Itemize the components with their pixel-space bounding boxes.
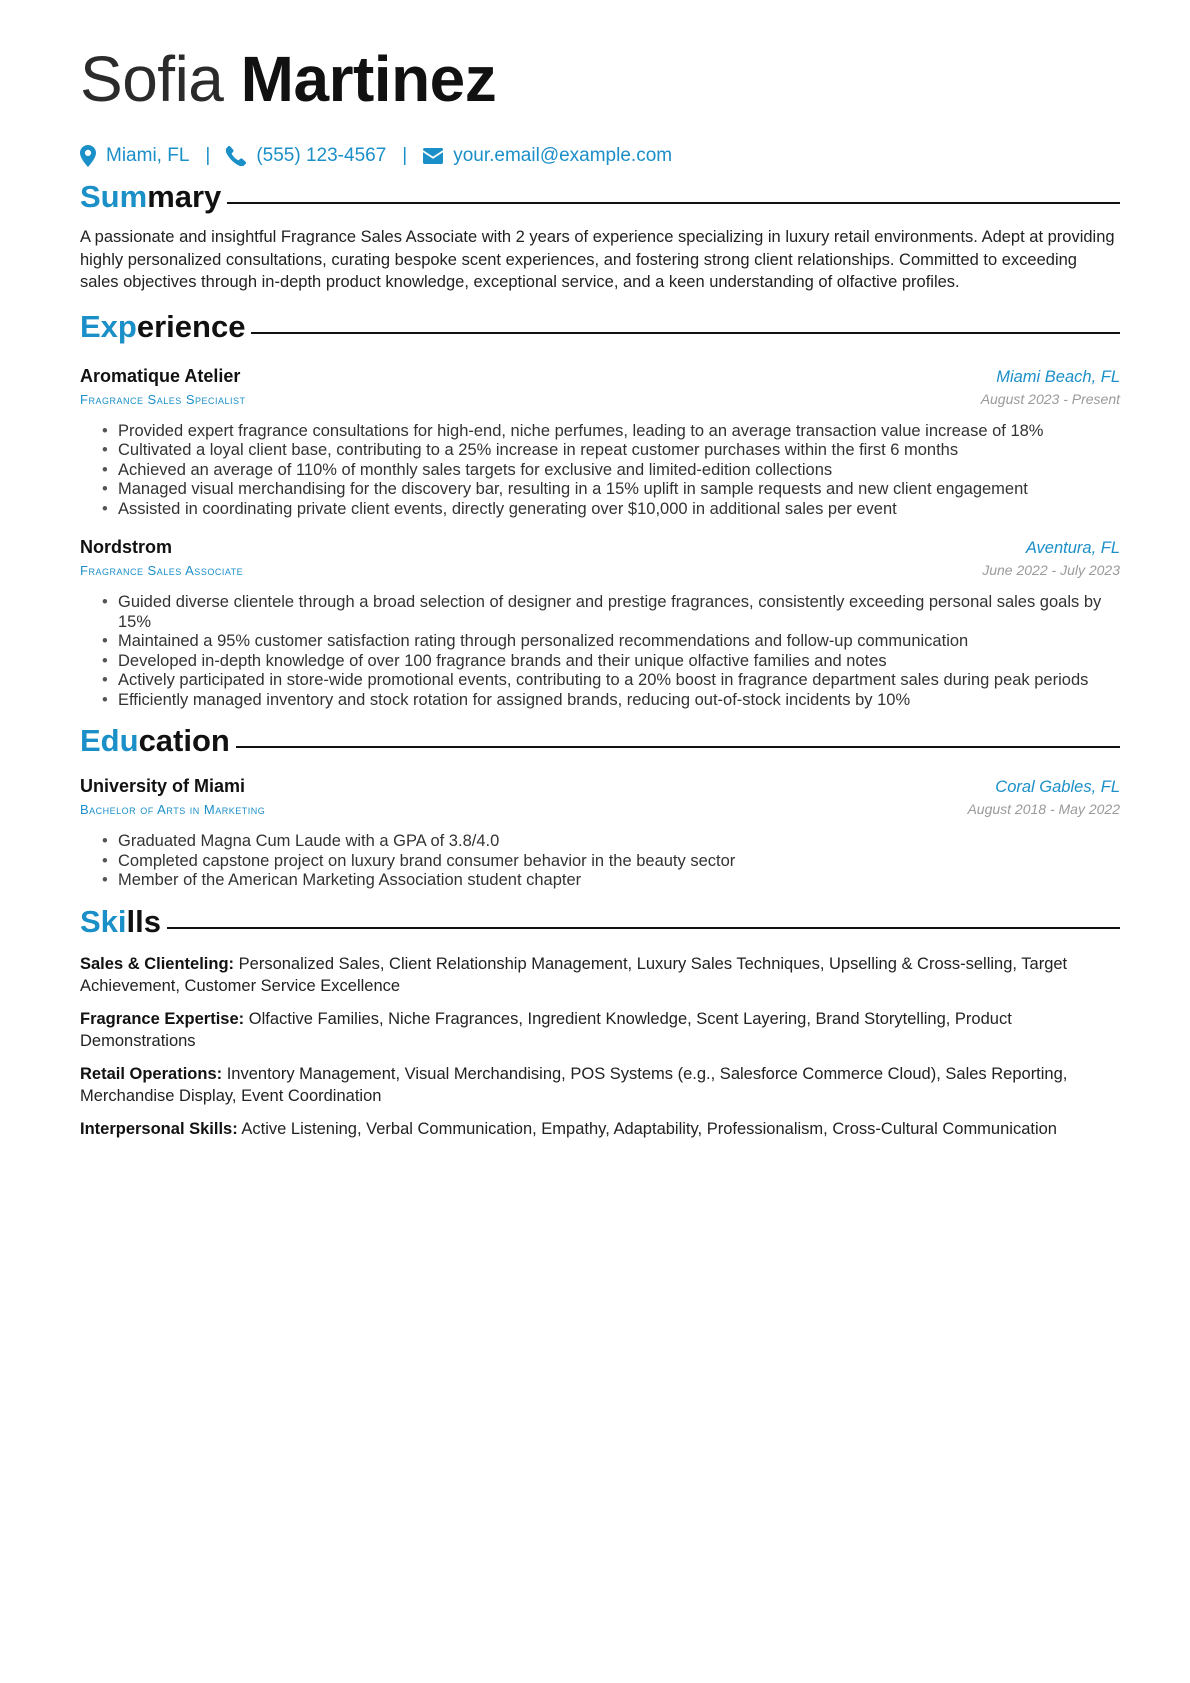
degree: Bachelor of Arts in Marketing [80, 802, 266, 817]
section-divider [251, 332, 1120, 334]
location-text: Miami, FL [106, 145, 190, 166]
employer-name: Nordstrom [80, 537, 173, 557]
skill-group-label: Sales & Clienteling: [80, 954, 235, 973]
list-item: • Efficiently managed inventory and stock rotation for assigned brands, reducing out-of-stock incidents by 10% [80, 691, 1120, 711]
phone-icon [226, 146, 246, 166]
list-item: • Completed capstone project on luxury brand consumer behavior in the beauty sector [80, 852, 1120, 872]
job-achievements [80, 422, 1120, 520]
job-location: Aventura, FL [1025, 539, 1120, 557]
skill-group-label: Fragrance Expertise: [80, 1009, 245, 1028]
job-dates: August 2023 - Present [980, 390, 1120, 407]
section-title: Summary [80, 179, 222, 214]
education-heading [80, 722, 1120, 760]
list-item: • Actively participated in store-wide promotional events, contributing to a 20% boost in fragrance department sales during peak periods [80, 671, 1120, 691]
skill-group [80, 1063, 1120, 1108]
skill-group-items: Active Listening, Verbal Communication, Empathy, Adaptability, Professionalism, Cross-Cultural Communication [241, 1119, 1057, 1138]
list-item: • Graduated Magna Cum Laude with a GPA of 3.8/4.0 [80, 832, 1120, 852]
school-name: University of Miami [80, 776, 246, 796]
contact-separator: | [205, 145, 211, 166]
envelope-icon [423, 148, 443, 164]
list-item: • Assisted in coordinating private client events, directly generating over $10,000 in additional sales per event [80, 500, 1120, 520]
phone-text: (555) 123-4567 [256, 145, 387, 166]
contact-phone[interactable] [226, 145, 386, 167]
skill-group-items: Personalized Sales, Client Relationship Management, Luxury Sales Techniques, Upselling & Cross-selling, Target Achievement, Customer Service Excellence [80, 954, 1068, 995]
job-title: Fragrance Sales Associate [80, 563, 244, 578]
resume-page [80, 40, 1120, 1140]
experience-entry [80, 364, 1120, 520]
section-title: Skills [80, 903, 161, 939]
skill-group [80, 1008, 1120, 1053]
education-highlights [80, 832, 1120, 891]
list-item: • Managed visual merchandising for the discovery bar, resulting in a 15% uplift in sample requests and new client engagement [80, 480, 1120, 500]
skill-group [80, 1118, 1120, 1141]
employer-name: Aromatique Atelier [80, 365, 241, 386]
list-item: • Guided diverse clientele through a broad selection of designer and prestige fragrances, consistently exceeding personal sales goals by 15% [80, 593, 1120, 632]
skill-group [80, 953, 1120, 998]
section-title: Experience [80, 308, 246, 344]
list-item: • Developed in-depth knowledge of over 100 fragrance brands and their unique olfactive families and notes [80, 652, 1120, 672]
section-title: Education [80, 723, 230, 758]
school-location: Coral Gables, FL [995, 778, 1120, 796]
contact-location [80, 145, 189, 167]
education-entry [80, 774, 1120, 891]
skill-group-label: Retail Operations: [80, 1064, 223, 1083]
summary-heading [80, 178, 1120, 216]
candidate-name [80, 40, 1120, 118]
job-achievements [80, 593, 1120, 710]
skills-heading [80, 903, 1120, 941]
first-name: Sofia [80, 43, 224, 115]
experience-heading [80, 308, 1120, 346]
summary-text: A passionate and insightful Fragrance Sales Associate with 2 years of experience specializing in luxury retail environments. Adept at providing highly personalized consultations, curating bespoke scent experiences, and fostering strong client relationships. Committed to exceeding sales objectives through in-depth product knowledge, exceptional service, and a keen understanding of olfactive profiles. [80, 228, 1115, 291]
contact-separator: | [402, 145, 408, 166]
skill-group-items: Inventory Management, Visual Merchandising, POS Systems (e.g., Salesforce Commerce Cloud), Sales Reporting, Merchandise Display, Event Coordination [80, 1064, 1068, 1105]
contact-line [80, 144, 1120, 168]
section-divider [167, 927, 1120, 929]
section-divider [227, 202, 1120, 204]
section-divider [236, 746, 1120, 748]
job-location: Miami Beach, FL [996, 367, 1120, 386]
experience-entry [80, 535, 1120, 710]
list-item: • Provided expert fragrance consultations for high-end, niche perfumes, leading to an average transaction value increase of 18% [80, 422, 1120, 442]
email-link: your.email@example.com [453, 145, 673, 166]
map-pin-icon [80, 145, 96, 167]
skill-group-items: Olfactive Families, Niche Fragrances, Ingredient Knowledge, Scent Layering, Brand Storytelling, Product Demonstrations [80, 1009, 1012, 1050]
list-item: • Cultivated a loyal client base, contributing to a 25% increase in repeat customer purchases within the first 6 months [80, 441, 1120, 461]
job-dates: June 2022 - July 2023 [982, 562, 1120, 578]
contact-email[interactable] [423, 145, 672, 167]
skill-group-label: Interpersonal Skills: [80, 1119, 238, 1138]
list-item: • Achieved an average of 110% of monthly sales targets for exclusive and limited-edition collections [80, 461, 1120, 481]
list-item: • Maintained a 95% customer satisfaction rating through personalized recommendations and follow-up communication [80, 632, 1120, 652]
study-dates: August 2018 - May 2022 [967, 801, 1120, 817]
last-name: Martinez [240, 43, 497, 115]
job-title: Fragrance Sales Specialist [80, 391, 246, 407]
list-item: • Member of the American Marketing Association student chapter [80, 871, 1120, 891]
